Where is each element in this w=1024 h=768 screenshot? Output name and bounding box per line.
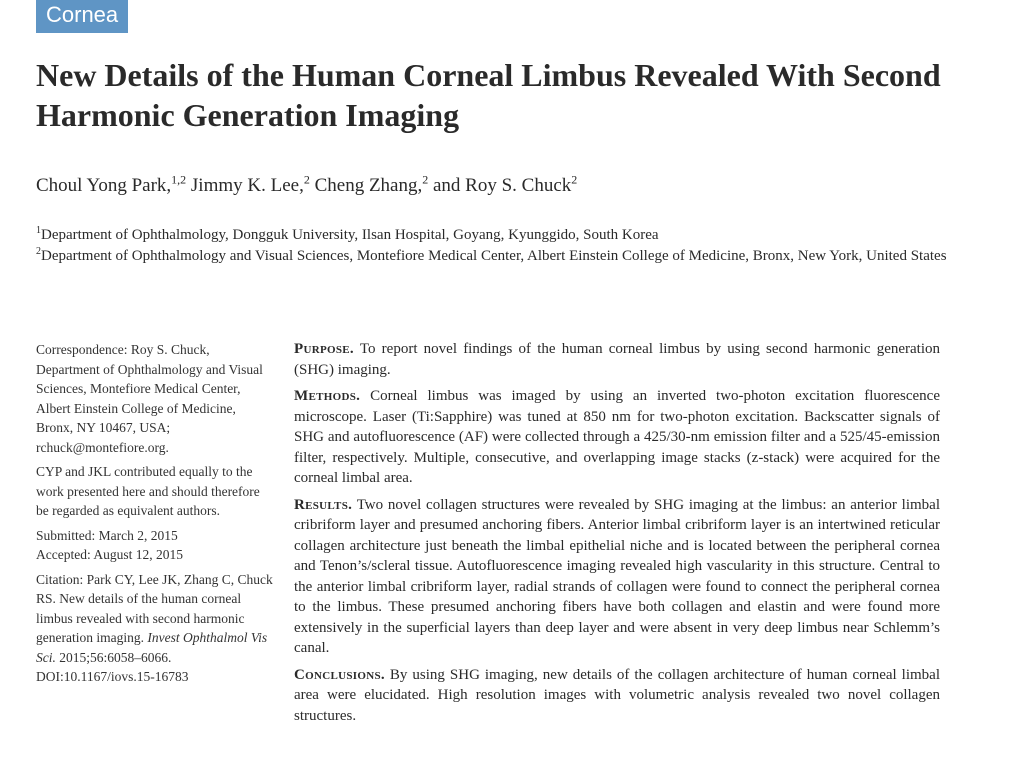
citation-doi: 2015;56:6058–6066. DOI:10.1167/iovs.15-16783 [36, 649, 189, 684]
conclusions-heading: Conclusions. [294, 666, 385, 683]
conclusions-text: By using SHG imaging, new details of the collagen architecture of human corneal limbal area were elucidated. High resolution images with volumetric analysis revealed two novel collagen structures. [294, 666, 940, 724]
section-tag: Cornea [36, 0, 128, 33]
results-heading: Results. [294, 496, 353, 513]
results-text: Two novel collagen structures were revealed by SHG imaging at the limbus: an anterior limbal cribriform layer and presumed anchoring fibers. Anterior limbal cribriform layer is an intertwined reticular collagen architecture just beneath the limbal epithelial niche and is located between the peripheral cornea and Tenon’s/scleral tissue. Autofluorescence imaging revealed high vascularity in this structure. Central to the anterior limbal cribriform layer, radial strands of collagen were found to connect the peripheral cornea to the limbus. These presumed anchoring fibers have both collagen and elastin and were found more extensively in the superficial layers than deep layer and were absent in very deep limbus near Schlemm’s canal. [294, 496, 940, 656]
author-affil-marker: 1,2 [171, 172, 187, 187]
methods-heading: Methods. [294, 388, 361, 404]
author-affil-marker: 2 [422, 172, 429, 187]
affiliations [36, 225, 956, 267]
affiliation-item [36, 225, 956, 246]
affiliation-item [36, 246, 956, 267]
author-name: and Roy S. Chuck [433, 175, 572, 196]
abstract-results [294, 495, 940, 659]
citation-journal: Invest Ophthalmol Vis Sci. [36, 630, 268, 665]
author-list [36, 173, 996, 199]
submitted-date: Submitted: March 2, 2015 [36, 527, 178, 543]
author-name: Jimmy K. Lee, [190, 175, 304, 196]
author-name: Cheng Zhang, [314, 175, 423, 196]
citation-note [36, 570, 274, 687]
author-affil-marker: 2 [303, 172, 310, 187]
purpose-heading: Purpose. [294, 341, 354, 357]
affiliation-marker: 2 [36, 246, 41, 257]
methods-text: Corneal limbus was imaged by using an inverted two-photon excitation fluorescence microscope. Laser (Ti:Sapphire) was tuned at 850 nm for two-photon excitation. Backscatter signals of SHG and autofluorescence (AF) were collected through a 425/30-nm emission filter and a 525/45-emission filter, respectively. Multiple, consecutive, and overlapping image stacks (z-stack) were acquired for the corneal limbal area. [294, 388, 940, 486]
affiliation-marker: 1 [36, 225, 41, 236]
citation-text: Citation: Park CY, Lee JK, Zhang C, Chuck RS. New details of the human corneal limbus revealed with second harmonic generation imaging. [36, 571, 273, 645]
affiliation-text: Department of Ophthalmology, Dongguk University, Ilsan Hospital, Goyang, Kyunggido, South Korea [41, 227, 659, 243]
abstract-methods [294, 386, 940, 489]
abstract-conclusions [294, 665, 940, 727]
author-name: Choul Yong Park, [36, 175, 172, 196]
abstract-purpose [294, 339, 940, 380]
affiliation-text: Department of Ophthalmology and Visual Sciences, Montefiore Medical Center, Albert Einstein College of Medicine, Bronx, New York, United States [41, 248, 947, 264]
contribution-note: CYP and JKL contributed equally to the work presented here and should therefore be regarded as equivalent authors. [36, 464, 260, 518]
correspondence-note: Correspondence: Roy S. Chuck, Department of Ophthalmology and Visual Sciences, Montefiore Medical Center, Albert Einstein College of Medicine, Bronx, NY 10467, USA; rchuck@montefiore.org. [36, 342, 263, 455]
author-affil-marker: 2 [571, 172, 578, 187]
abstract [294, 339, 940, 732]
accepted-date: Accepted: August 12, 2015 [36, 547, 183, 562]
article-title: New Details of the Human Corneal Limbus Revealed With Second Harmonic Generation Imaging [36, 57, 941, 133]
purpose-text: To report novel findings of the human corneal limbus by using second harmonic generation (SHG) imaging. [294, 341, 940, 378]
article-sidebar [36, 340, 274, 692]
